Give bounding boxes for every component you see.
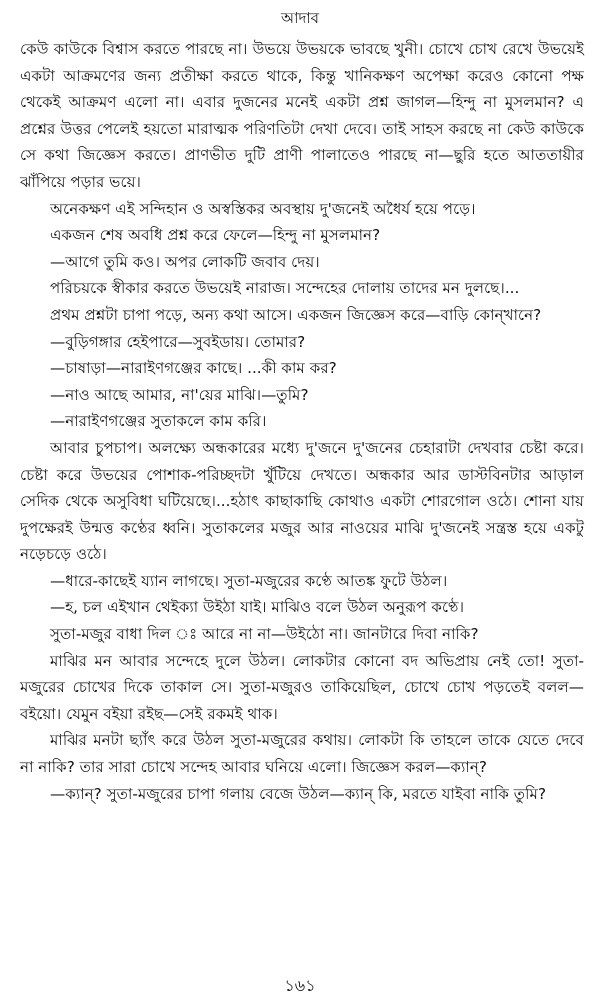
paragraph-8: —চাষাড়া—নারাইণগঞ্জের কাছে। ...কী কাম কর?	[50, 359, 337, 378]
paragraph-9: —নাও আছে আমার, না'য়ের মাঝি।—তুমি?	[50, 385, 309, 404]
paragraph-10: —নারাইণগঞ্জের সুতাকলে কাম করি।	[50, 412, 267, 431]
paragraph-3: একজন শেষ অবধি প্রশ্ন করে ফেলে—হিন্দু না মুসলমান?	[50, 226, 381, 245]
paragraph-6: প্রথম প্রশ্নটা চাপা পড়ে, অন্য কথা আসে। একজন জিজ্ঞেস করে—বাড়ি কোন্‌খানে?	[50, 305, 542, 324]
paragraph-5: পরিচয়কে স্বীকার করতে উভয়েই নারাজ। সন্দেহের দোলায় তাদের মন দুলছে।...	[50, 279, 520, 298]
paragraph-16: মাঝির মনটা ছ্যাঁৎ করে উঠল সুতা-মজুরের কথায়। লোকটা কি তাহলে তাকে যেতে দেবে না নাকি? তার সারা চোখে সন্দেহ আবার ঘনিয়ে এলো। জিজ্ঞেস করল—ক্যান্‌?	[20, 731, 584, 777]
running-head: আদাব	[280, 9, 320, 27]
paragraph-15: মাঝির মন আবার সন্দেহে দুলে উঠল। লোকটার কোনো বদ অভিপ্রায় নেই তো! সুতা-মজুরের চোখের দিকে তাকাল সে। সুতা-মজুরও তাকিয়েছিল, চোখে চোখ পড়তেই বলল—বইয়ো। যেমুন বইয়া রইছ—সেই রকমই থাক।	[20, 651, 584, 723]
page-number: ১৬১	[284, 976, 316, 995]
paragraph-7: —বুড়িগঙ্গার হেইপারে—সুবইডায়। তোমার?	[50, 332, 306, 351]
paragraph-17: —ক্যান্‌? সুতা-মজুরের চাপা গলায় বেজে উঠল—ক্যান্‌ কি, মরতে যাইবা নাকি তুমি?	[50, 784, 547, 803]
paragraph-2: অনেকক্ষণ এই সন্দিহান ও অস্বস্তিকর অবস্থায় দু'জনেই অধৈর্য হয়ে পড়ে।	[50, 199, 476, 218]
paragraph-14: সুতা-মজুর বাধা দিল ঃ আরে না না—উইঠো না। জানটারে দিবা নাকি?	[50, 625, 479, 644]
paragraph-13: —হ, চল এইখান থেইক্যা উইঠা যাই। মাঝিও বলে উঠল অনুরূপ কণ্ঠে।	[50, 598, 465, 617]
paragraph-1: কেউ কাউকে বিশ্বাস করতে পারছে না। উভয়ে উভয়কে ভাবছে খুনী। চোখে চোখ রেখে উভয়েই একটা আক্রমণের জন্য প্রতীক্ষা করতে থাকে, কিন্তু খানিকক্ষণ অপেক্ষা করেও কোনো পক্ষ থেকেই আক্রমণ এলো না। এবার দুজনের মনেই একটা প্রশ্ন জাগল—হিন্দু না মুসলমান? এ প্রশ্নের উত্তর পেলেই হয়তো মারাত্মক পরিণতিটা দেখা দেবে। তাই সাহস করছে না কেউ কাউকে সে কথা জিজ্ঞেস করতে। প্রাণভীত দুটি প্রাণী পালাতেও পারছে না—ছুরি হতে আততায়ীর ঝাঁপিয়ে পড়ার ভয়ে।	[20, 40, 584, 191]
paragraph-12: —ধারে-কাছেই য্যান লাগছে। সুতা-মজুরের কণ্ঠে আতঙ্ক ফুটে উঠল।	[50, 571, 448, 590]
paragraph-11: আবার চুপচাপ। অলক্ষ্যে অন্ধকারের মধ্যে দু'জনে দু'জনের চেহারাটা দেখবার চেষ্টা করে। চেষ্টা করে উভয়ের পোশাক-পরিচ্ছদটা খুঁটিয়ে দেখতে। অন্ধকার আর ডাস্টবিনটার আড়াল সেদিক থেকে অসুবিধা ঘটিয়েছে।...হঠাৎ কাছাকাছি কোথাও একটা শোরগোল ওঠে। শোনা যায় দুপক্ষেরই উন্মত্ত কণ্ঠের ধ্বনি। সুতাকলের মজুর আর নাওয়ের মাঝি দু'জনেই সন্ত্রস্ত হয়ে একটু নড়েচড়ে ওঠে।	[20, 438, 584, 564]
body-text	[20, 36, 584, 807]
paragraph-4: —আগে তুমি কও। অপর লোকটি জবাব দেয়।	[50, 252, 320, 271]
